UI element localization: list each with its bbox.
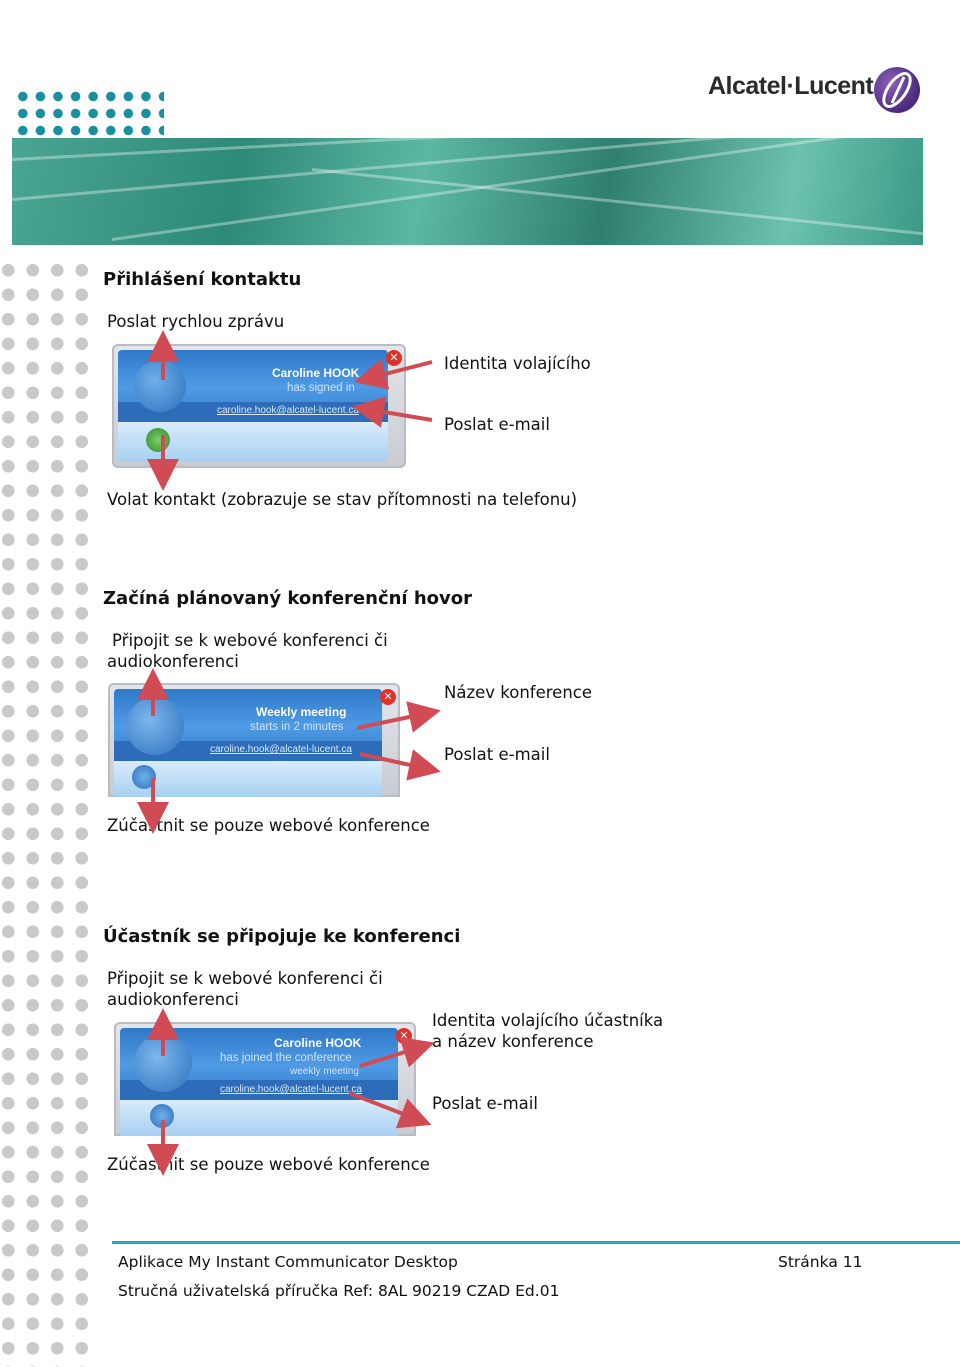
arrow: [360, 408, 432, 420]
arrow: [362, 362, 432, 380]
label-quick-message: Poslat rychlou zprávu: [107, 312, 285, 331]
popup-email-link[interactable]: caroline.hook@alcatel-lucent.ca: [210, 744, 352, 755]
popup-contact-name: Caroline HOOK: [272, 366, 360, 380]
label-join-conference-line1: Připojit se k webové konferenci či: [107, 969, 383, 988]
label-send-email: Poslat e-mail: [444, 745, 550, 764]
close-icon[interactable]: ✕: [380, 689, 396, 705]
label-join-conference-line2: audiokonferenci: [107, 990, 239, 1009]
popup-contact-name: Caroline HOOK: [274, 1036, 362, 1050]
popup-meeting-status: starts in 2 minutes: [250, 721, 344, 733]
brand-logo-text: Alcatel·Lucent: [708, 72, 874, 100]
footer-page-number: Stránka 11: [778, 1253, 863, 1271]
label-call-contact: Volat kontakt (zobrazuje se stav přítomnosti na telefonu): [107, 490, 578, 509]
footer-app-name: Aplikace My Instant Communicator Desktop: [118, 1253, 458, 1271]
label-web-only: Zúčastnit se pouze webové konference: [107, 816, 430, 835]
label-send-email: Poslat e-mail: [444, 415, 550, 434]
section-heading-contact-signin: Přihlášení kontaktu: [103, 269, 302, 290]
arrow: [349, 1093, 424, 1122]
close-icon[interactable]: ✕: [396, 1028, 412, 1044]
popup-status: has signed in: [287, 382, 355, 394]
section-heading-scheduled-conference: Začíná plánovaný konferenční hovor: [103, 588, 473, 609]
section-heading-participant-joins: Účastník se připojuje ke konferenci: [103, 926, 461, 947]
popup-meeting-name: Weekly meeting: [256, 705, 347, 719]
label-caller-identity: Identita volajícího: [444, 354, 591, 373]
arrow: [360, 754, 433, 770]
label-participant-identity-line2: a název konference: [432, 1032, 594, 1051]
label-participant-identity-line1: Identita volajícího účastníka: [432, 1011, 664, 1030]
label-join-conference-line1: Připojit se k webové konferenci či: [112, 631, 388, 650]
popup-joined-status: has joined the conference: [220, 1052, 352, 1064]
footer-divider: [112, 1241, 960, 1244]
arrow: [360, 1045, 427, 1066]
label-join-conference-line2: audiokonferenci: [107, 652, 239, 671]
popup-email-link[interactable]: caroline.hook@alcatel-lucent.ca: [217, 405, 359, 416]
label-send-email: Poslat e-mail: [432, 1094, 538, 1113]
popup-email-link[interactable]: caroline.hook@alcatel-lucent.ca: [220, 1084, 362, 1095]
label-conference-name: Název konference: [444, 683, 593, 702]
label-web-only: Zúčastnit se pouze webové konference: [107, 1155, 430, 1174]
popup-conference-name: weekly meeting: [290, 1066, 359, 1077]
close-icon[interactable]: ✕: [386, 350, 402, 366]
footer-reference: Stručná uživatelská příručka Ref: 8AL 90219 CZAD Ed.01: [118, 1282, 560, 1300]
arrow: [357, 712, 433, 728]
